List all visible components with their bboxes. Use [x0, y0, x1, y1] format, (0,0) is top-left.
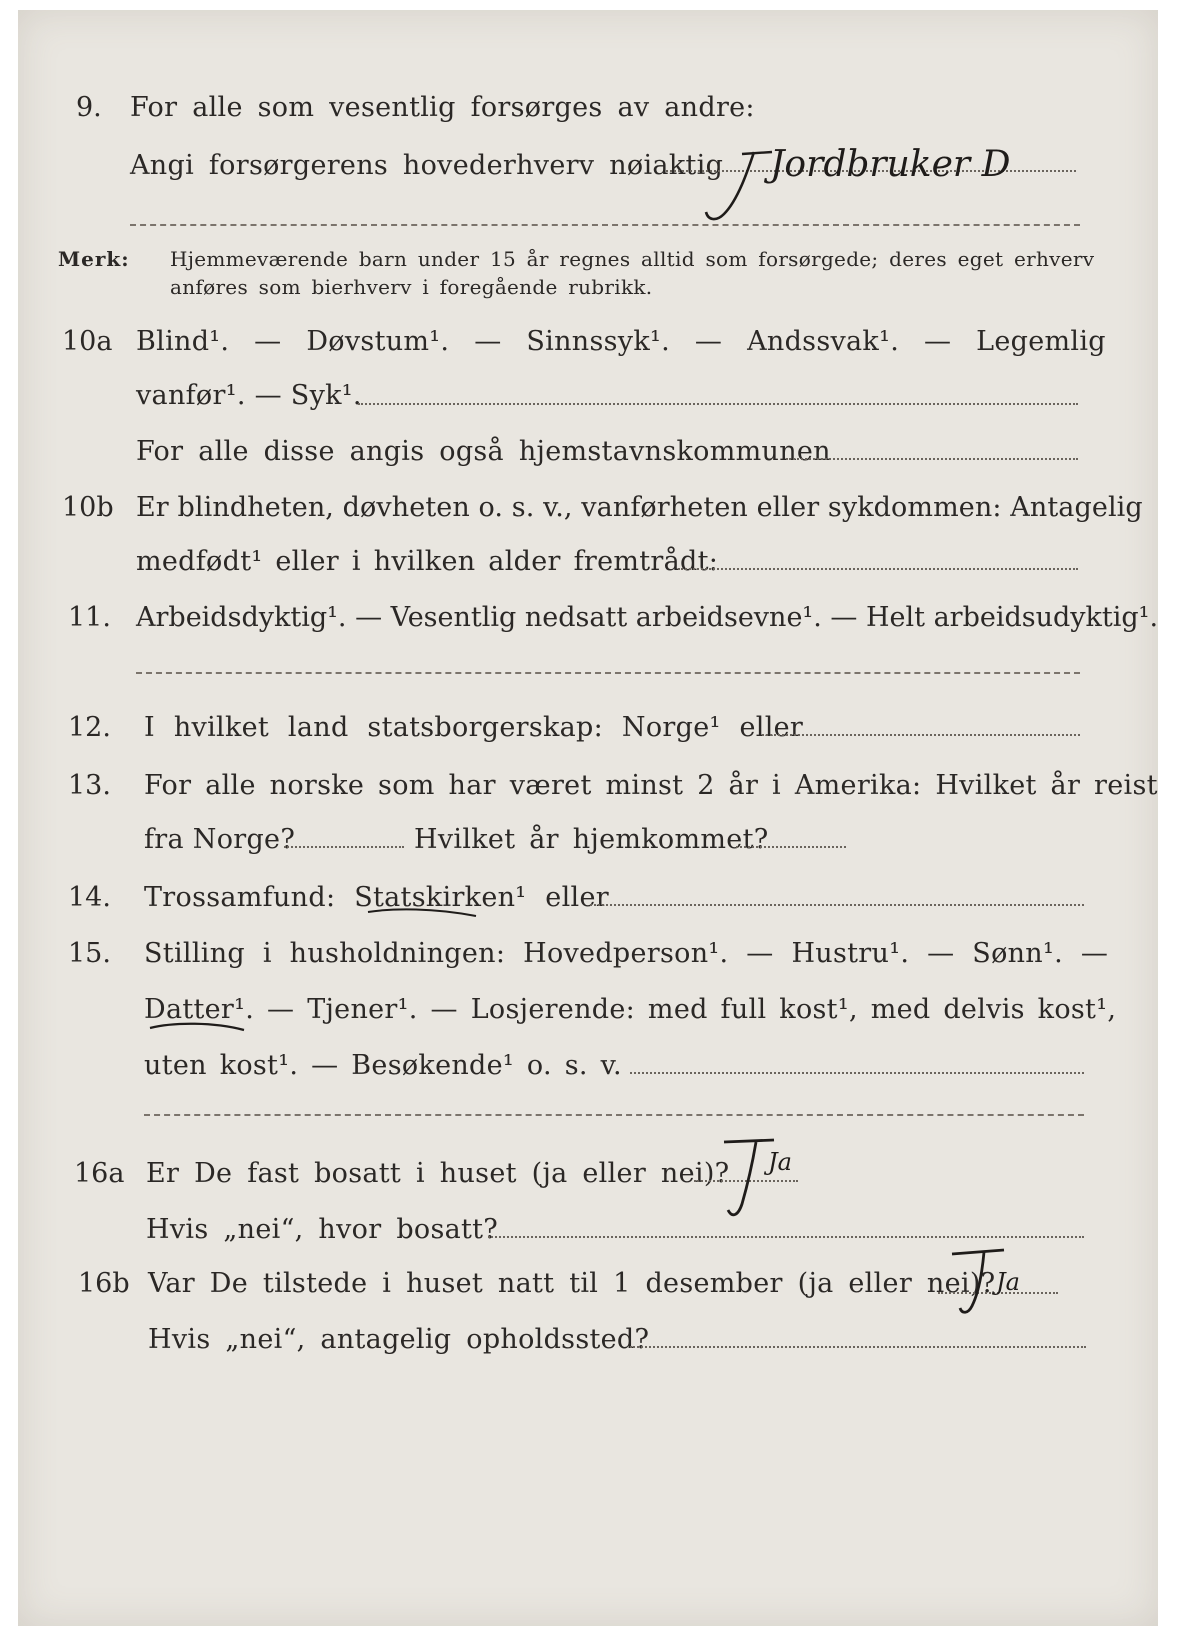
q15-rule — [144, 1114, 1084, 1116]
q10a-kommune-line — [786, 458, 1078, 460]
q9-rule — [130, 224, 1080, 226]
q13-line1: For alle norske som har været minst 2 år i Amerika: Hvilket år reist — [144, 770, 1158, 801]
q13-line2b: Hvilket år hjemkommet? — [414, 824, 769, 855]
q11-number: 11. — [68, 602, 111, 633]
q9-line1: For alle som vesentlig forsørges av andre: — [130, 92, 755, 123]
q16b-answer-text: Ja — [996, 1268, 1020, 1296]
q14-number: 14. — [68, 882, 111, 913]
q15-answer-line — [630, 1072, 1084, 1074]
q13-hjemkommet-line — [736, 846, 846, 848]
q15-number: 15. — [68, 938, 111, 969]
q10b-number: 10b — [62, 492, 114, 523]
q10a-answer-line — [358, 403, 1078, 405]
q11-line1: Arbeidsdyktig¹. — Vesentlig nedsatt arbeidsevne¹. — Helt arbeidsudyktig¹. — [136, 602, 1159, 633]
q10b-line2: medfødt¹ eller i hvilken alder fremtrådt: — [136, 546, 719, 577]
q15-underline-mark — [144, 1018, 254, 1036]
q15-line2: Datter¹. — Tjener¹. — Losjerende: med full kost¹, med delvis kost¹, — [144, 994, 1117, 1025]
q16a-line2: Hvis „nei“, hvor bosatt? — [146, 1214, 499, 1245]
q16b-number: 16b — [78, 1268, 130, 1299]
q10b-answer-line — [678, 568, 1078, 570]
q16a-answer-text: Ja — [768, 1148, 792, 1176]
q16b-line1: Var De tilstede i huset natt til 1 desember (ja eller nei)? — [148, 1268, 996, 1299]
census-form-page — [18, 10, 1158, 1626]
q12-line1: I hvilket land statsborgerskap: Norge¹ eller — [144, 712, 804, 743]
q16a-number: 16a — [74, 1158, 125, 1189]
q16a-bosatt-line — [488, 1236, 1084, 1238]
q10a-number: 10a — [62, 326, 113, 357]
q9-number: 9. — [76, 92, 102, 123]
q16b-line2: Hvis „nei“, antagelig opholdssted? — [148, 1324, 650, 1355]
q9-answer-text: Jordbruker D — [770, 144, 1011, 185]
q12-number: 12. — [68, 712, 111, 743]
q16b-opholdssted-line — [630, 1346, 1086, 1348]
q12-answer-line — [762, 734, 1080, 736]
q11-rule — [136, 672, 1080, 674]
q10b-line1: Er blindheten, døvheten o. s. v., vanførheten eller sykdommen: Antagelig — [136, 492, 1143, 523]
q15-line1: Stilling i husholdningen: Hovedperson¹. — Hustru¹. — Sønn¹. — — [144, 938, 1109, 969]
q14-line1: Trossamfund: Statskirken¹ eller — [144, 882, 609, 913]
merk-label: Merk: — [58, 247, 130, 271]
q16b-handwritten-answer — [948, 1240, 1068, 1330]
q15-line3: uten kost¹. — Besøkende¹ o. s. v. — [144, 1050, 622, 1081]
q13-number: 13. — [68, 770, 111, 801]
merk-line2: anføres som bierhverv i foregående rubrikk. — [170, 275, 653, 299]
q9-line2: Angi forsørgerens hovederhverv nøiaktig — [130, 150, 724, 181]
q10a-line3: For alle disse angis også hjemstavnskommunen — [136, 436, 831, 467]
q10a-line1: Blind¹. — Døvstum¹. — Sinnssyk¹. — Andssvak¹. — Legemlig — [136, 326, 1106, 357]
q14-underline-mark — [364, 906, 484, 922]
q16a-handwritten-answer — [712, 1132, 852, 1232]
merk-line1: Hjemmeværende barn under 15 år regnes alltid som forsørgede; deres eget erhverv — [170, 247, 1095, 271]
q16a-line1: Er De fast bosatt i huset (ja eller nei)? — [146, 1158, 730, 1189]
q13-reist-line — [284, 846, 404, 848]
q13-line2a: fra Norge? — [144, 824, 296, 855]
q14-answer-line — [590, 904, 1084, 906]
q10a-line2: vanfør¹. — Syk¹. — [136, 380, 362, 411]
